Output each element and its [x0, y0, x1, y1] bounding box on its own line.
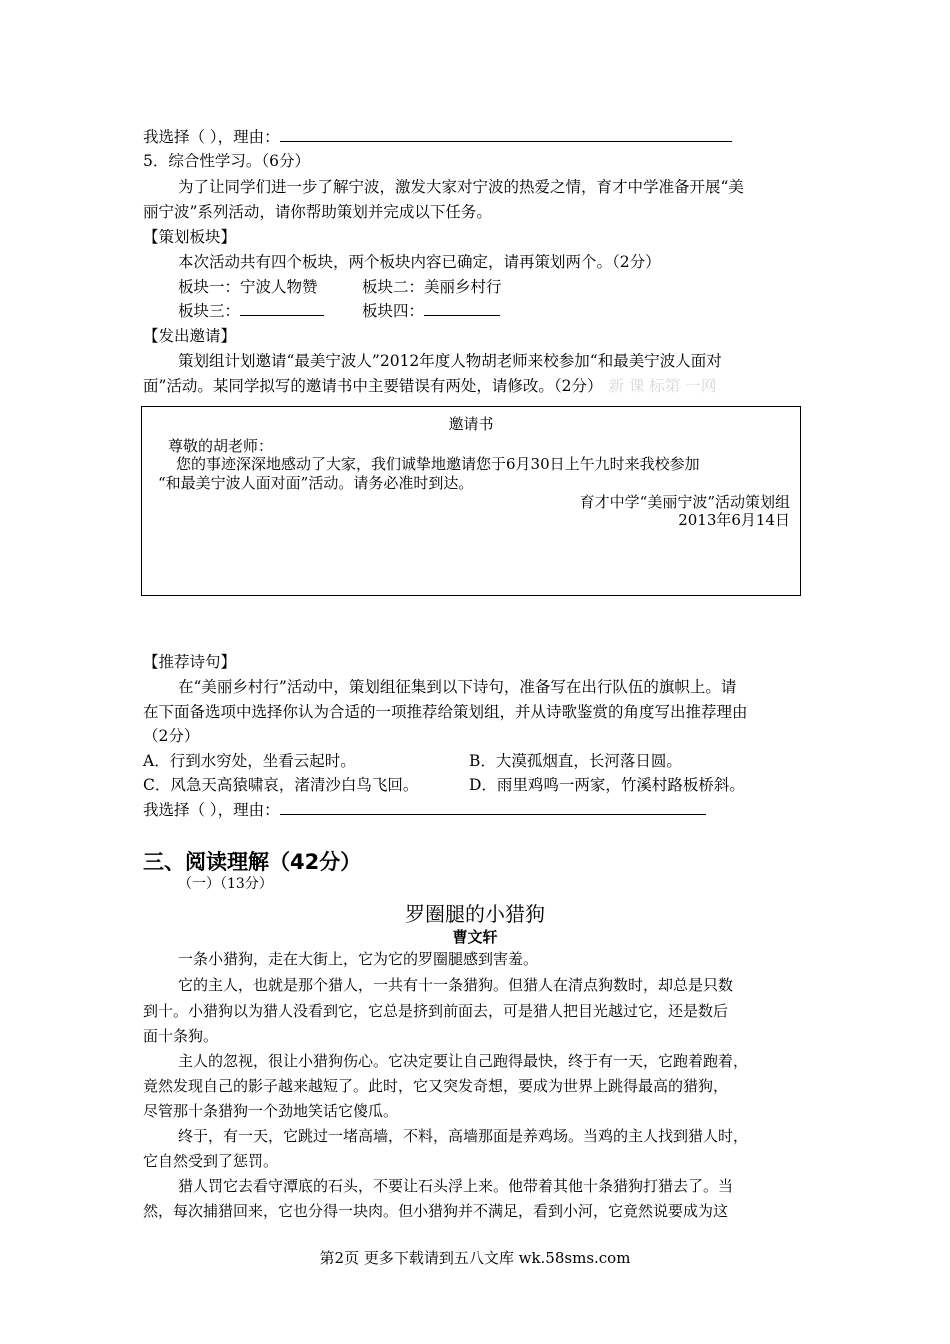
poem-heading: 【推荐诗句】: [143, 653, 237, 671]
story-line: 一条小猎狗，走在大街上，它为它的罗圈腿感到害羞。: [178, 950, 539, 968]
story-line: 终于，有一天，它跳过一堵高墙，不料，高墙那面是养鸡场。当鸡的主人找到猎人时，: [178, 1127, 749, 1145]
intro-paragraph-line2: 丽宁波”系列活动，请你帮助策划并完成以下任务。: [143, 203, 492, 221]
choice-line-poem: 我选择（ ），理由：: [143, 799, 706, 821]
story-line: 猎人罚它去看守潭底的石头，不要让石头浮上来。他带着其他十条猎狗打猎去了。当: [178, 1177, 734, 1195]
letter-date: 2013年6月14日: [678, 511, 790, 529]
letter-body-line1: 您的事迹深深地感动了大家，我们诚挚地邀请您于6月30日上午九时来我校参加: [176, 455, 700, 473]
story-line: 面十条狗。: [143, 1027, 219, 1045]
story-line: 竟然发现自己的影子越来越短了。此时，它又突发奇想，要成为世界上跳得最高的猎狗，: [143, 1077, 729, 1095]
story-line: 它的主人，也就是那个猎人，一共有十一条猎狗。但猎人在清点狗数时，却总是只数: [178, 976, 734, 994]
answer-blank[interactable]: [280, 126, 732, 142]
invite-description-line2: 面”活动。某同学拟写的邀请书中主要错误有两处，请修改。（2分） 新 课 标第 一网: [143, 377, 717, 395]
poem-description-line2: 在下面备选项中选择你认为合适的一项推荐给策划组，并从诗歌鉴赏的角度写出推荐理由: [143, 703, 748, 721]
question-5-heading: 5．综合性学习。（6分）: [143, 152, 310, 170]
story-line: 主人的忽视，很让小猎狗伤心。它决定要让自己跑得最快，终于有一天，它跑着跑着，: [178, 1052, 749, 1070]
option-d[interactable]: D．雨里鸡鸣一两家，竹溪村路板桥斜。: [469, 776, 745, 794]
poem-description-line3: （2分）: [143, 727, 200, 745]
plan-block3: 板块三：: [178, 300, 324, 322]
subsection-label: （一）（13分）: [178, 876, 273, 892]
option-c[interactable]: C．风急天高猿啸哀，渚清沙白鸟飞回。: [143, 776, 419, 794]
choice-line-top: 我选择（ ），理由：: [143, 126, 732, 148]
plan-block1: 板块一：宁波人物赞: [178, 278, 318, 296]
intro-paragraph-line1: 为了让同学们进一步了解宁波，激发大家对宁波的热爱之情，育才中学准备开展“美: [178, 178, 744, 196]
plan-description: 本次活动共有四个板块，两个板块内容已确定，请再策划两个。（2分）: [178, 253, 661, 271]
block3-blank[interactable]: [240, 300, 324, 316]
option-b[interactable]: B．大漠孤烟直，长河落日圆。: [469, 752, 682, 770]
block4-blank[interactable]: [424, 300, 500, 316]
watermark-text: 新 课 标第 一网: [608, 377, 717, 395]
story-line: 到十。小猎狗以为猎人没看到它，它总是挤到前面去，可是猎人把目光越过它，还是数后: [143, 1002, 729, 1020]
invite-description-line1: 策划组计划邀请“最美宁波人”2012年度人物胡老师来校参加“和最美宁波人面对: [178, 352, 722, 370]
story-line: 然，每次捕猎回来，它也分得一块肉。但小猎狗并不满足，看到小河，它竟然说要成为这: [143, 1202, 729, 1220]
story-line: 尽管那十条猎狗一个劲地笑话它傻瓜。: [143, 1102, 399, 1120]
page-footer: 第2页 更多下载请到五八文库 wk.58sms.com: [319, 1249, 631, 1267]
section-three-heading: 三、阅读理解（42分）: [143, 850, 362, 874]
story-line: 它自然受到了惩罚。: [143, 1152, 279, 1170]
option-a[interactable]: A．行到水穷处，坐看云起时。: [143, 752, 356, 770]
plan-block2: 板块二：美丽乡村行: [362, 278, 502, 296]
poem-description-line1: 在“美丽乡村行”活动中，策划组征集到以下诗句，准备写在出行队伍的旗帜上。请: [178, 678, 737, 696]
letter-title: 邀请书: [448, 415, 494, 433]
letter-salutation: 尊敬的胡老师：: [168, 437, 274, 455]
letter-signature: 育才中学“美丽宁波”活动策划组: [579, 493, 790, 511]
invite-heading: 【发出邀请】: [143, 327, 237, 345]
story-author: 曹文轩: [452, 928, 498, 946]
letter-body-line2: “和最美宁波人面对面”活动。请务必准时到达。: [158, 474, 474, 492]
plan-heading: 【策划板块】: [143, 228, 237, 246]
poem-answer-blank[interactable]: [280, 799, 706, 815]
plan-block4: 板块四：: [362, 300, 500, 322]
invitation-letter-box: [141, 406, 801, 596]
story-title: 罗圈腿的小猎狗: [405, 902, 545, 926]
